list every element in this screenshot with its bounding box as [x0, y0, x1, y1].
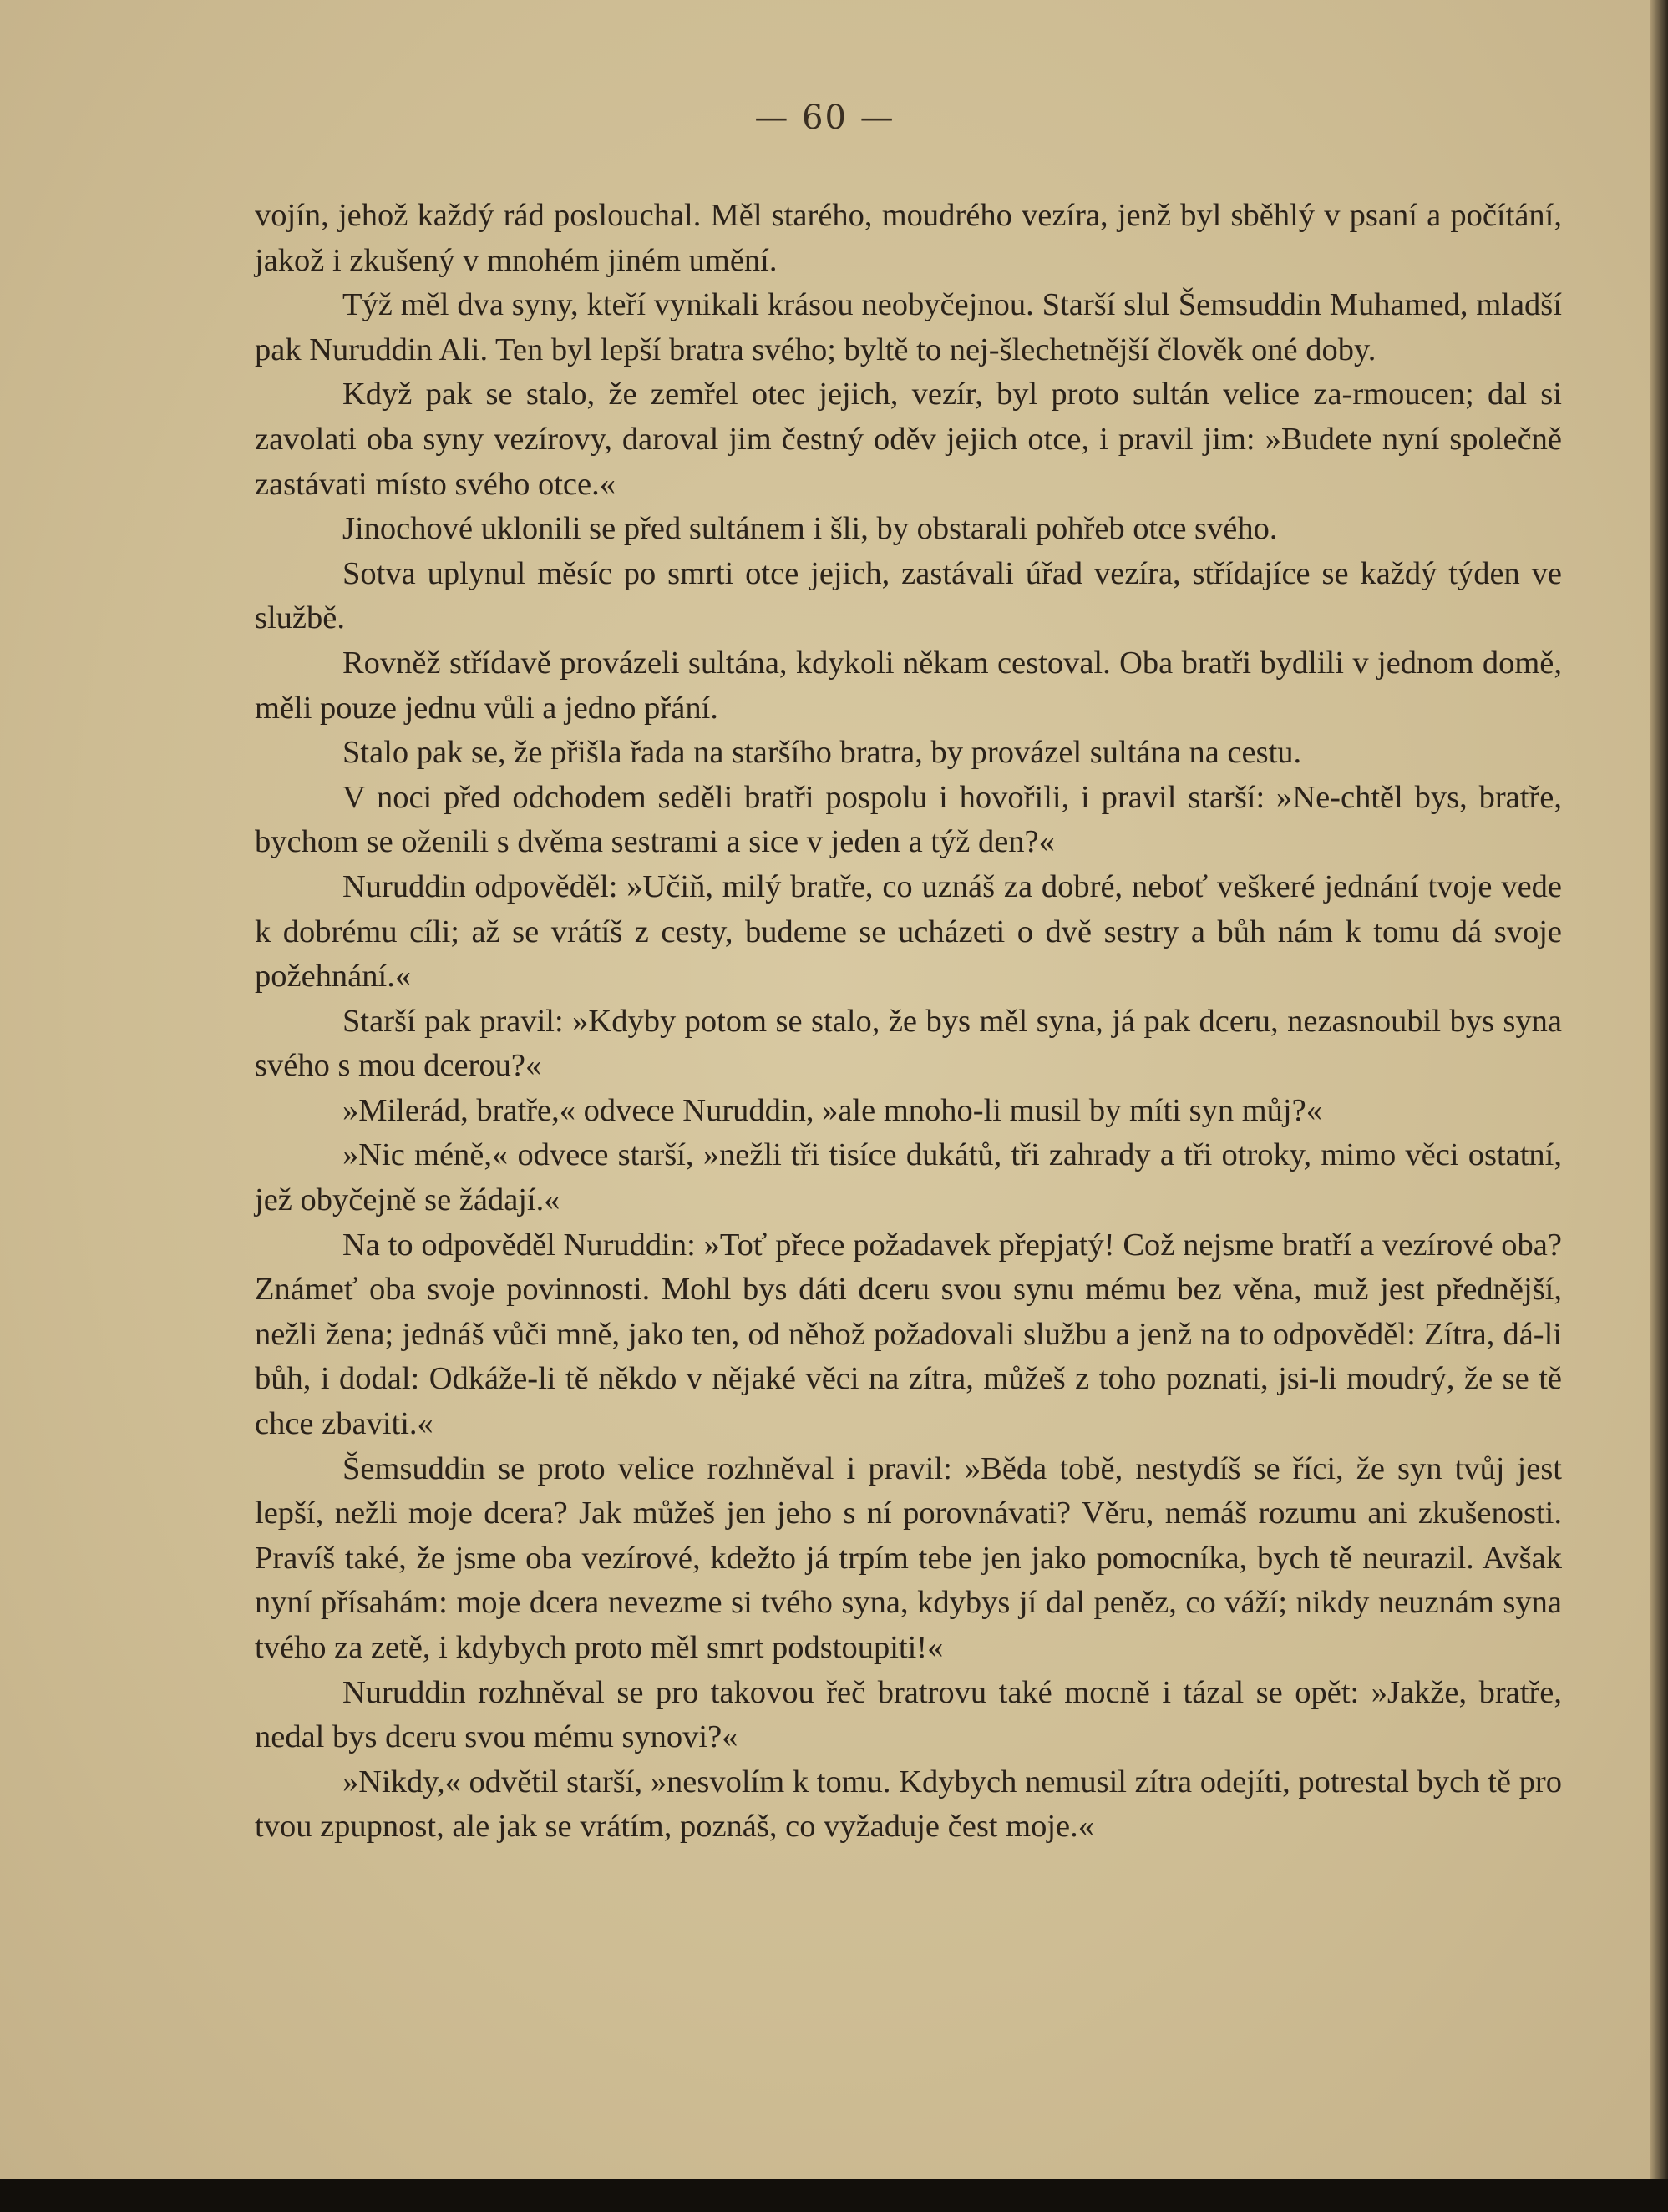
paragraph-1: vojín, jehož každý rád poslouchal. Měl starého, moudrého vezíra, jenž byl sběhlý v psaní a počítání, jakož i zkušený v mnohém jiném umění.	[255, 198, 1562, 278]
paragraph-13: Na to odpověděl Nuruddin: »Toť přece požadavek přepjatý! Což nejsme bratří a vezírové oba? Známeť oba svoje povinnosti. Mohl bys dáti dceru svou synu mému bez věna, muž jest přednější, nežli žena; jednáš vůči mně, jako ten, od něhož požadovali službu a jenž na to odpověděl: Zítra, dá-li bůh, i dodal: Odkáže-li tě někdo v nějaké věci na zítra, můžeš z toho poznati, jsi-li moudrý, že se tě chce zbaviti.«	[255, 1227, 1562, 1442]
paragraph-4: Jinochové uklonili se před sultánem i šli, by obstarali pohřeb otce svého.	[342, 511, 1278, 547]
paragraph-3: Když pak se stalo, že zemřel otec jejich, vezír, byl proto sultán velice za-rmoucen; dal si zavolati oba syny vezírovy, daroval jim čestný oděv jejich otce, i pravil jim: »Budete nyní společně zastávati místo svého otce.«	[255, 377, 1562, 502]
paragraph-16: »Nikdy,« odvětil starší, »nesvolím k tomu. Kdybych nemusil zítra odejíti, potrestal bych tě pro tvou zpupnost, ale jak se vrátím, poznáš, co vyžaduje čest moje.«	[255, 1764, 1562, 1845]
paragraph-9: Nuruddin odpověděl: »Učiň, milý bratře, co uznáš za dobré, neboť veškeré jednání tvoje vede k dobrému cíli; až se vrátíš z cesty, budeme se ucházeti o dvě sestry a bůh nám k tomu dá svoje požehnání.«	[255, 868, 1562, 995]
paragraph-5: Sotva uplynul měsíc po smrti otce jejich, zastávali úřad vezíra, střídajíce se každý týden ve službě.	[255, 555, 1562, 636]
paragraph-2: Týž měl dva syny, kteří vynikali krásou neobyčejnou. Starší slul Šemsuddin Muhamed, mladší pak Nuruddin Ali. Ten byl lepší bratra svého; byltě to nej-šlechetnější člověk oné doby.	[255, 287, 1562, 367]
body-text	[255, 194, 1562, 1850]
page-bottom-edge	[0, 2179, 1668, 2212]
paragraph-12: »Nic méně,« odvece starší, »nežli tři tisíce dukátů, tři zahrady a tři otroky, mimo věci ostatní, jež obyčejně se žádají.«	[255, 1137, 1562, 1218]
paragraph-10: Starší pak pravil: »Kdyby potom se stalo, že bys měl syna, já pak dceru, nezasnoubil bys syna svého s mou dcerou?«	[255, 1003, 1562, 1084]
paragraph-6: Rovněž střídavě provázeli sultána, kdykoli někam cestoval. Oba bratři bydlili v jednom domě, měli pouze jednu vůli a jedno přání.	[255, 645, 1562, 726]
paragraph-14: Šemsuddin se proto velice rozhněval i pravil: »Běda tobě, nestydíš se říci, že syn tvůj jest lepší, nežli moje dcera? Jak můžeš jen jeho s ní porovnávati? Věru, nemáš rozumu ani zkušenosti. Pravíš také, že jsme oba vezírové, kdežto já trpím tebe jen jako pomocníka, bych tě neurazil. Avšak nyní přísahám: moje dcera nevezme si tvého syna, kdybys jí dal peněz, co váží; nikdy neuznám syna tvého za zetě, i kdybych proto měl smrt podstoupiti!«	[255, 1450, 1562, 1665]
paragraph-7: Stalo pak se, že přišla řada na staršího bratra, by provázel sultána na cestu.	[342, 735, 1302, 771]
book-spine-shadow	[1650, 0, 1668, 2179]
page-number: — 60 —	[754, 99, 895, 137]
paragraph-15: Nuruddin rozhněval se pro takovou řeč bratrovu také mocně i tázal se opět: »Jakže, bratře, nedal bys dceru svou mému synovi?«	[255, 1674, 1562, 1755]
paragraph-8: V noci před odchodem seděli bratři pospolu i hovořili, i pravil starší: »Ne-chtěl bys, bratře, bychom se oženili s dvěma sestrami a sice v jeden a týž den?«	[255, 779, 1562, 860]
paragraph-11: »Milerád, bratře,« odvece Nuruddin, »ale mnoho-li musil by míti syn můj?«	[342, 1092, 1322, 1128]
